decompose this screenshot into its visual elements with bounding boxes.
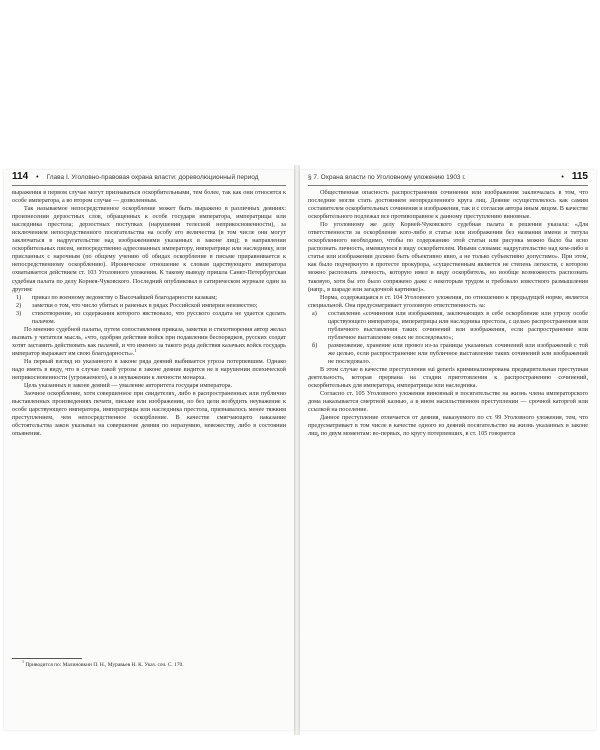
list-marker: 2) <box>16 301 22 309</box>
left-page <box>4 170 294 730</box>
paragraph: Норма, содержащаяся в ст. 104 Уголовного уложения, по отношению к предыдущей норме, является специальной. Она предусматривает уголовную ответственность за: <box>308 293 588 309</box>
list-text: размножение, хранение или провоз из-за границы указанных сочинений или изображений с той же целью, если распространение или публичное выставление таких сочинений или изображений не последовало. <box>328 341 588 365</box>
footnote-reference: 1 <box>134 347 137 353</box>
list-marker: а) <box>312 309 317 317</box>
right-running-title: § 7. Охрана власти по Уголовному уложению 1903 г. <box>308 174 466 181</box>
numbered-list <box>12 294 286 326</box>
list-marker: 3) <box>16 309 22 317</box>
list-text: стихотворение, из содержания которого явствовало, что русского солдата не удается сделать палачом. <box>32 309 286 325</box>
paragraph: Заочное оскорбление, хотя совершенное при свидетелях, либо в распространенных или публично выставленных произведениях печати, письме или изображении, но без цели возбудить неуважение к особе царствующего императора, императрицы или наследника престола, признавалось менее тяжким преступлением, чем непосредственное оскорбление. В качестве смягчающего наказание обстоятельства закон указывал на совершение деяния по неразумию, невежеству, либо в состоянии опьянения. <box>12 390 286 438</box>
list-item <box>308 310 588 342</box>
paragraph: По уголовному же делу Корней-Чуковского судебная палата в решении указала: «Для ответственности за оскорбление кого-либо в статье или изображении без названия имени и титула оскорбленного необходимо, чтобы по содержанию этой статьи или рисунка можно было бы ясно распознать личность, имевшуюся в виду оскорбителем. Иными словами: надругательство над кем-либо в статье или изображении должно быть объективно явно, а не только субъективно допустимо». При этом, как было подчеркнуто в протесте прокурора, «существенным является не степень легкости, с которою можно распознать личность, которую имел в виду оскорбитель, но вообще возможность распознать таковую, хотя бы это было сопряжено даже с некоторым трудом и требовало известного размышления (напр., в шараде или загадочной картинке)». <box>308 221 588 293</box>
left-bullet: • <box>36 174 39 181</box>
list-text: приказ по военному ведомству о Высочайшей благодарности казакам; <box>32 293 217 301</box>
paragraph: Так называемое непосредственное оскорбление может быть выражено в различных деяниях: произнесении дерзостных слов, обращенных к особе государя императора, императрицы или наследника престола; дерзостных поступках (нарушении телесной неприкосновенности), за исключением непосредственного посягательства на особу его величества (в том числе они могут заключаться в надругательстве над изображениями указанных в законе лиц); в направлении оскорбительных писем, непосредственно адресованных императору, императрице или наследнику, или присланных с нарочным (по общему учению об обидах оскорбление в письме приравнивается к непосредственному оскорблению). Ироническое отношение к словам царствующего императора охватывается действием ст. 103 Уголовного уложения. К такому выводу пришла Санкт-Петербургская судебная палата по делу Корнея-Чуковского. Последний опубликовал в сатирическом журнале один за другим: <box>12 205 286 293</box>
footnote <box>12 659 286 669</box>
list-marker: б) <box>312 341 318 349</box>
footnote-text: Приводится по: Малиновкин П. Н., Муравьев Н. К. Указ. соч. С. 170. <box>25 662 184 668</box>
paragraph: На первый взгляд из указанного в законе ряда деяний выбивается угроза потерпевшим. Однако надо иметь в виду, что в случае такой угрозы в законе деяние видится не в нарушении психической неприкосновенности (угрожаемого), а в неуважении к личности монарха. <box>12 357 286 382</box>
paragraph: Цель указанных в законе деяний — умаление авторитета государя императора. <box>24 382 233 390</box>
list-marker: 1) <box>16 293 22 301</box>
list-item <box>12 302 286 310</box>
footnote-area <box>12 658 286 669</box>
footnote-number: 1 <box>22 659 24 665</box>
lettered-list <box>308 310 588 366</box>
left-page-number: 114 <box>12 171 29 182</box>
list-item <box>308 342 588 366</box>
paragraph: Общественная опасность распространения сочинения или изображения заключалась в том, что последние могли стать достоянием неопределенного круга лиц. Деяние осуществлялось как самим составителем оскорбительных сочинения и изображения, так и с согласия автора иным лицом. В качестве оскорбительного подлежал все противоправное к данному преступлению виновные. <box>308 189 588 221</box>
right-body-text <box>308 189 588 438</box>
right-page-number: 115 <box>571 171 588 182</box>
paragraph-text: По мнению судебной палаты, путем сопоставления приказа, заметки и стихотворения автор желал вызвать у читателя мысль, «что, одобряя действия войск при подавлении беспорядков, русских солдат хотят заставить действовать как палачей, и что именно за такого рода действия казачьих войск государь император выражает им свою благодарность». <box>12 325 286 357</box>
paragraph: Данное преступление отличается от деяния, наказуемого по ст. 99 Уголовного уложения, тем, что предусматривает в том числе в качестве одного из деяний посягательство на жизнь указанных в законе лиц, по двум моментам: во-первых, по кругу потерпевших, в ст. 105 говорится <box>308 414 588 438</box>
right-running-head <box>308 170 588 186</box>
right-bullet: • <box>561 174 564 181</box>
left-running-title: Глава I. Уголовно-правовая охрана власти: дореволюционный период <box>46 174 259 181</box>
paragraph-with-footnote <box>12 326 286 358</box>
list-text: составление «сочинения или изображения, заключающих в себе оскорбление или угрозу особе царствующего императора, императрицы или наследника престола, с целью распространения или публичного выставления таких сочинений или изображения, если распространение или публичное выставление оных не последовало»; <box>328 309 588 341</box>
paragraph: Согласно ст. 105 Уголовного уложения виновный в посягательстве на жизнь члена императорского дома наказывается смертной казнью, а в ином насильственном преступлении — срочной каторгой или ссылкой на поселение. <box>308 390 588 414</box>
list-item <box>12 294 286 302</box>
left-body-text <box>12 189 286 438</box>
paragraph: выражения в первом случае могут признаваться оскорбительными, тем более, так как они относятся к особе императора, а во втором случае — дозволенным. <box>12 189 286 205</box>
right-page <box>300 170 596 730</box>
list-text: заметки о том, что число убитых и раненых в рядах Российской империи неизвестно; <box>32 301 258 309</box>
list-item <box>12 310 286 326</box>
paragraph: В этом случае в качестве преступления sui generis криминализирована предварительная преступная деятельность, которая прервана на стадии приготовления к распространению сочинений, оскорбительных для императора, императрицы или наследника. <box>308 366 588 390</box>
left-running-head <box>12 170 286 186</box>
